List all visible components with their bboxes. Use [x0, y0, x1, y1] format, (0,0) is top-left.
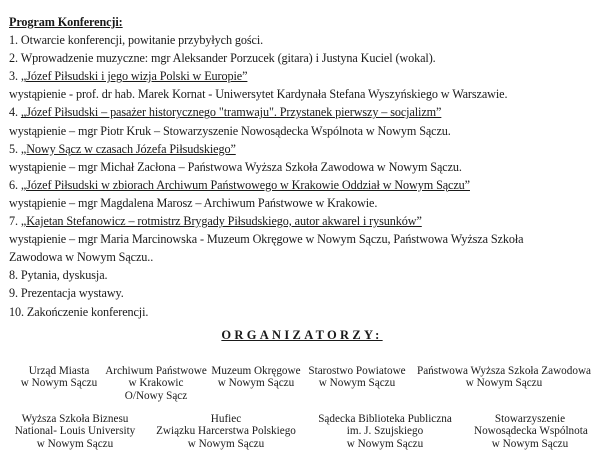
- organizer-line: Muzeum Okręgowe: [211, 365, 301, 377]
- talk-title: „Nowy Sącz w czasach Józefa Piłsudskiego”: [20, 141, 236, 156]
- talk-title: „Józef Piłsudski w zbiorach Archiwum Państwowego w Krakowie Oddział w Nowym Sączu”: [20, 177, 470, 192]
- organizer-urzad-miasta: [14, 365, 104, 390]
- organizer-line: Stowarzyszenie: [494, 413, 566, 425]
- organizer-line: Urząd Miasta: [28, 365, 90, 377]
- organizer-line: Starostwo Powiatowe: [308, 365, 406, 377]
- organizer-line: w Nowym Sączu: [491, 437, 569, 450]
- organizer-line: Związku Harcerstwa Polskiego: [156, 425, 296, 438]
- talk-speaker-continued: Zawodowa w Nowym Sączu..: [9, 250, 154, 265]
- organizer-line: Państwowa Wyższa Szkoła Zawodowa: [416, 365, 592, 377]
- item-number: 4.: [9, 105, 18, 120]
- organizer-line: w Nowym Sączu: [318, 377, 396, 390]
- item-number: 3.: [9, 69, 18, 84]
- program-item-5: [9, 140, 594, 158]
- item-number: 9.: [9, 286, 18, 301]
- item-text: Wprowadzenie muzyczne: mgr Aleksander Porzucek (gitara) i Justyna Kuciel (wokal).: [20, 51, 436, 66]
- organizer-line: w Nowym Sączu: [346, 437, 424, 450]
- program-item-10: [9, 303, 594, 321]
- talk-speaker: wystąpienie – mgr Michał Zacłona – Państwowa Wyższa Szkoła Zawodowa w Nowym Sączu.: [9, 159, 462, 174]
- talk-speaker: wystąpienie - prof. dr hab. Marek Kornat - Uniwersytet Kardynała Stefana Wyszyńskiego w Warszawie.: [9, 87, 508, 102]
- organizer-line: w Nowym Sączu: [20, 377, 98, 390]
- item-number: 10.: [9, 304, 24, 319]
- organizer-wsb-nlu: [14, 413, 136, 450]
- item-text: Otwarcie konferencji, powitanie przybyłych gości.: [20, 33, 264, 48]
- organizer-line: w Nowym Sączu: [217, 377, 295, 390]
- talk-speaker: wystąpienie – mgr Magdalena Marosz – Archiwum Państwowe w Krakowie.: [9, 195, 378, 210]
- item-number: 6.: [9, 177, 18, 192]
- organizer-line: im. J. Szujskiego: [346, 425, 424, 438]
- organizer-stowarzyszenie: [474, 413, 586, 450]
- program-item-9: [9, 284, 594, 302]
- program-item-8: [9, 266, 594, 284]
- item-number: 8.: [9, 268, 18, 283]
- talk-title: „Józef Piłsudski i jego wizja Polski w Europie”: [20, 69, 248, 84]
- organizer-line: O/Nowy Sącz: [124, 389, 188, 402]
- organizer-line: National- Louis University: [14, 425, 136, 438]
- talk-title: „Józef Piłsudski – pasażer historycznego "tramwaju". Przystanek pierwszy – socjalizm”: [20, 105, 442, 120]
- organizer-line: Nowosądecka Wspólnota: [474, 425, 588, 438]
- program-item-1: [9, 31, 594, 49]
- item-number: 7.: [9, 214, 18, 229]
- organizer-line: Archiwum Państwowe: [105, 365, 207, 377]
- program-item-6: [9, 176, 594, 194]
- talk-title: „Kajetan Stefanowicz – rotmistrz Brygady Piłsudskiego, autor akwarel i rysunków”: [20, 214, 422, 229]
- organizer-pwsz: [414, 365, 594, 390]
- item-text: Zakończenie konferencji.: [26, 304, 149, 319]
- talk-speaker: wystąpienie – mgr Maria Marcinowska - Muzeum Okręgowe w Nowym Sączu, Państwowa Wyższa Szkoła: [9, 232, 524, 247]
- item-number: 5.: [9, 141, 18, 156]
- organizer-archiwum: [104, 365, 208, 402]
- item-number: 2.: [9, 51, 18, 66]
- organizer-hufiec-zhp: [156, 413, 296, 450]
- item-text: Prezentacja wystawy.: [20, 286, 124, 301]
- program-item-7: [9, 212, 594, 230]
- organizer-muzeum: [210, 365, 302, 390]
- organizer-starostwo: [308, 365, 406, 390]
- item-number: 1.: [9, 33, 18, 48]
- organizer-line: w Krakowic: [128, 377, 184, 390]
- program-title: Program Konferencji:: [9, 15, 123, 29]
- organizer-line: w Nowym Sączu: [187, 437, 265, 450]
- organizer-line: w Nowym Sączu: [465, 377, 543, 390]
- organizer-biblioteka: [315, 413, 455, 450]
- program-item-3: [9, 67, 594, 85]
- organizers-heading: ORGANIZATORZY:: [221, 328, 383, 342]
- organizer-line: w Nowym Sączu: [36, 437, 114, 450]
- organizer-line: Wyższa Szkoła Biznesu: [21, 413, 129, 425]
- program-section: [9, 13, 594, 321]
- program-item-4: [9, 103, 594, 121]
- organizer-line: Hufiec: [210, 413, 242, 425]
- organizer-line: Sądecka Biblioteka Publiczna: [318, 413, 452, 425]
- talk-speaker: wystąpienie – mgr Piotr Kruk – Stowarzyszenie Nowosądecka Wspólnota w Nowym Sączu.: [9, 123, 451, 138]
- item-text: Pytania, dyskusja.: [20, 268, 108, 283]
- program-item-2: [9, 49, 594, 67]
